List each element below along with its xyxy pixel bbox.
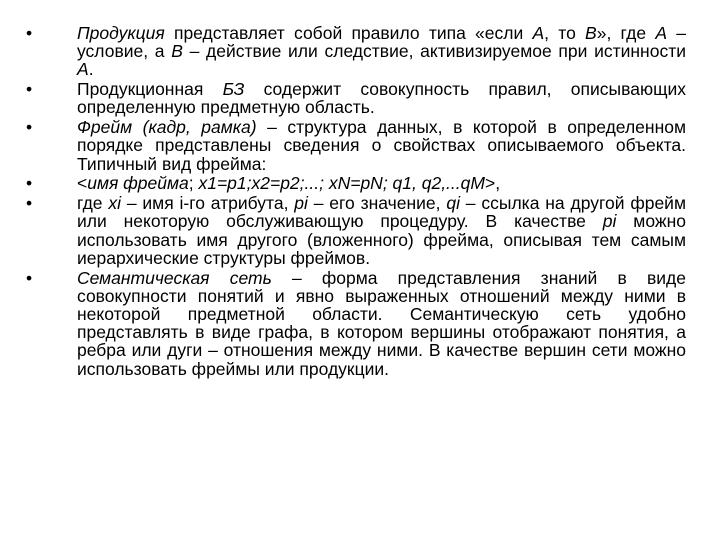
text-run: где [77,193,109,214]
text-run: – условие, а [77,23,686,62]
bullet-text [77,117,686,173]
bullet-list [26,24,686,379]
text-run: А [655,23,668,43]
text-run: pi [602,211,617,232]
text-run: – ссылка на другой фрейм или некоторую обслуживающую процедуру. В качестве [77,193,686,232]
text-run: >, [484,173,501,194]
bullet-semantic-network [26,269,686,378]
bullet-marker: • [26,117,33,138]
term-semantic-network: Семантическая сеть [77,267,272,288]
bullet-text [77,79,686,117]
term-frame: Фрейм (кадр, рамка) [77,117,257,138]
bullet-frame-attributes [26,194,686,267]
bullet-text [77,268,686,379]
text-run: – его значение, [307,193,447,214]
bullet-marker: • [26,79,33,100]
text-run: < [77,173,88,194]
bullet-frame-definition [26,118,686,173]
term-production: Продукция [77,23,165,43]
bullet-production-kb [26,80,686,116]
bullet-marker: • [26,23,33,43]
text-run: », где [596,23,656,43]
text-run: можно использовать имя другого (вложенного) фрейма, описывая тем самым иерархические структуры фреймов. [77,211,686,268]
text-run: , то [544,23,586,43]
text-run: – действие или следствие, активизируемое при истинности [182,41,686,62]
text-run: – структура данных, в которой в определенном порядке представлены сведения о свойствах описываемого объекта. Типичный вид фрейма: [77,117,686,174]
text-run: А [532,23,545,43]
text-run: В [171,41,183,62]
bullet-marker: • [26,267,33,288]
text-run: БЗ [222,79,245,100]
text-run: – имя i-го атрибута, [121,193,295,214]
text-run: ; [188,173,199,194]
text-run: – форма представления знаний в виде совокупности понятий и явно выраженных отношений между ними в некоторой предметной области. Семантическую сеть удобно представлять в виде графа, в котором вершины отображают понятия, а ребра или дуги – отношения между ними. В качестве вершин сети можно использовать фреймы или продукции. [77,267,686,379]
text-run: x1=p1;x2=p2;...; xN=pN; q1, q2,...qM [198,173,485,194]
text-run: . [88,59,94,80]
bullet-frame-syntax [26,174,686,192]
text-run: содержит совокупность правил, описывающих определенную предметную область. [77,79,686,118]
text-run: pi [294,193,308,214]
bullet-text [77,173,500,193]
bullet-production-definition [26,24,686,79]
text-run: В [585,23,597,43]
text-run: Продукционная [77,79,223,100]
text-run: представляет собой правило типа «если [164,23,533,43]
text-run: А [77,59,89,80]
bullet-text [77,23,686,79]
text-run: qi [446,193,460,214]
text-run: xi [108,193,122,214]
text-run: имя фрейма [87,173,189,194]
bullet-marker: • [26,173,33,194]
bullet-text [77,193,686,268]
bullet-marker: • [26,193,33,214]
